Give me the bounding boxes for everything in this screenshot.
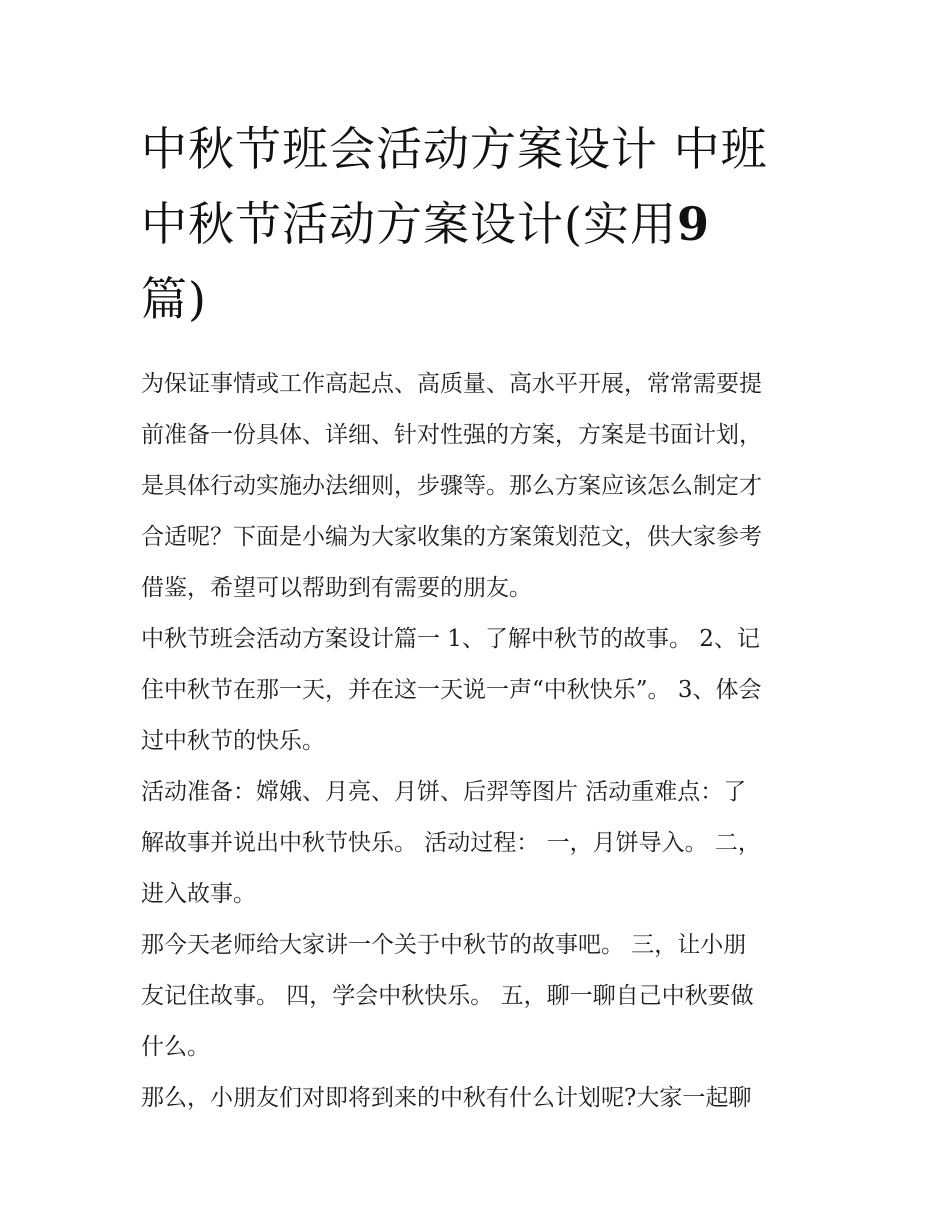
- text-line: 友记住故事。 四，学会中秋快乐。 五，聊一聊自己中秋要做: [141, 983, 754, 1009]
- paragraph-process: [141, 920, 820, 1073]
- text-line: 进入故事。: [141, 881, 256, 907]
- paragraph-preparation: [141, 767, 820, 920]
- title-line: [141, 187, 820, 262]
- title-line: 中秋节班会活动方案设计 中班: [141, 122, 768, 176]
- text-line: 住中秋节在那一天，并在这一天说一声“中秋快乐”。 3、体会: [141, 677, 762, 703]
- text-line: 过中秋节的快乐。: [141, 728, 325, 754]
- document-body: [141, 359, 820, 1124]
- text-line: 什么。: [141, 1034, 210, 1060]
- paragraph-intro: [141, 359, 820, 614]
- text-line: 是具体行动实施办法细则，步骤等。那么方案应该怎么制定才: [141, 473, 762, 499]
- paragraph-discussion: [141, 1073, 820, 1124]
- text-line: 前准备一份具体、详细、针对性强的方案，方案是书面计划，: [141, 422, 762, 448]
- text-line: 活动准备：嫦娥、月亮、月饼、后羿等图片 活动重难点：了: [141, 779, 747, 805]
- text-line: 中秋节班会活动方案设计篇一 1、了解中秋节的故事。 2、记: [141, 626, 760, 652]
- title-number: 9: [676, 197, 710, 251]
- document-title: [141, 112, 820, 337]
- text-line: 为保证事情或工作高起点、高质量、高水平开展，常常需要提: [141, 371, 762, 397]
- text-line: 那么，小朋友们对即将到来的中秋有什么计划呢?大家一起聊: [141, 1085, 752, 1111]
- text-line: 借鉴，希望可以帮助到有需要的朋友。: [141, 575, 532, 601]
- title-text: 中秋节活动方案设计(实用: [141, 197, 677, 251]
- text-line: 解故事并说出中秋节快乐。 活动过程： 一，月饼导入。 二，: [141, 830, 761, 856]
- paragraph-goals: [141, 614, 820, 767]
- text-line: 那今天老师给大家讲一个关于中秋节的故事吧。 三，让小朋: [141, 932, 747, 958]
- title-line: 篇): [141, 272, 207, 326]
- text-line: 合适呢？下面是小编为大家收集的方案策划范文，供大家参考: [141, 524, 762, 550]
